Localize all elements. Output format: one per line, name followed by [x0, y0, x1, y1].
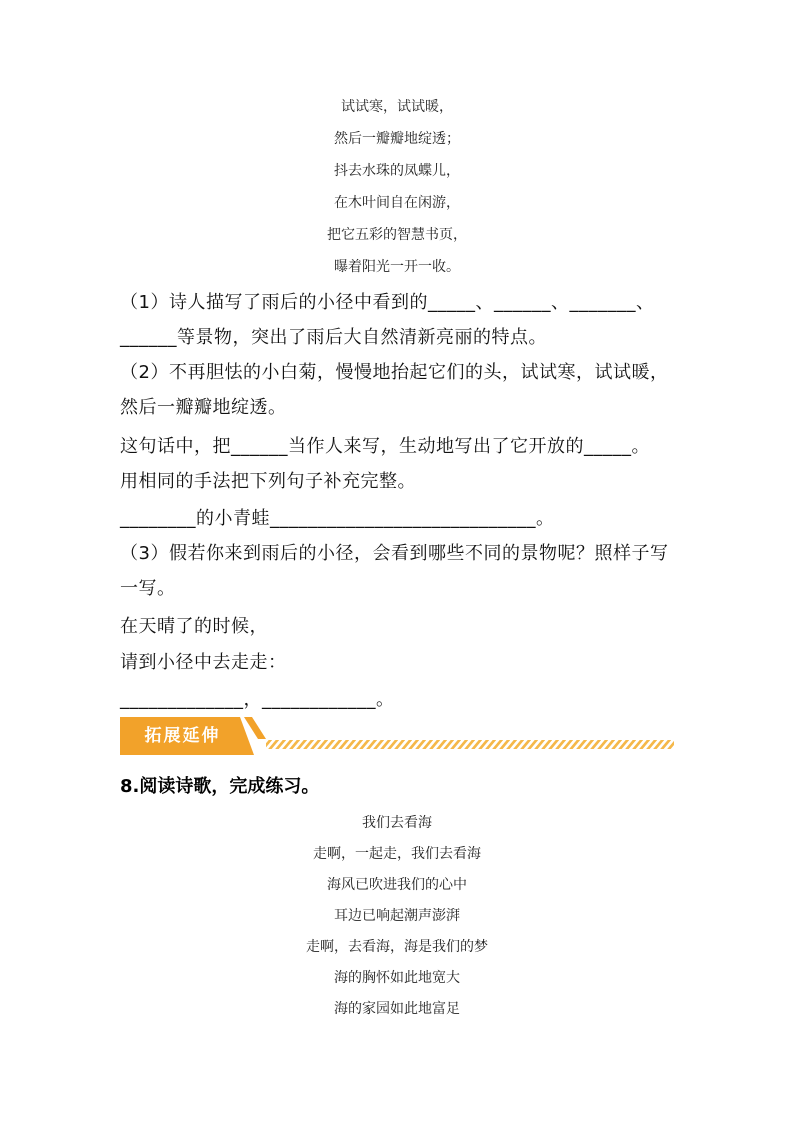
poem-line: 海的胸怀如此地宽大 — [334, 970, 460, 986]
question-1-line-1: （1）诗人描写了雨后的小径中看到的_____、______、_______、 — [120, 292, 655, 313]
poem-title: 我们去看海 — [362, 815, 432, 831]
poem-line: 试试寒，试试暖， — [341, 99, 453, 115]
question-8-title: 8.阅读诗歌，完成练习。 — [120, 776, 320, 797]
poem-line: 曝着阳光一开一收。 — [334, 259, 460, 275]
poem-line: 然后一瓣瓣地绽透； — [334, 131, 460, 147]
question-2-line-2: 然后一瓣瓣地绽透。 — [120, 397, 287, 418]
poem-line: 海的家园如此地富足 — [334, 1001, 460, 1017]
poem-line: 耳边已响起潮声澎湃 — [334, 908, 460, 924]
question-3-line-1: （3）假若你来到雨后的小径，会看到哪些不同的景物呢？照样子写 — [120, 543, 669, 564]
question-1-line-2: ______等景物，突出了雨后大自然清新亮丽的特点。 — [120, 327, 547, 348]
question-2-line-1: （2）不再胆怯的小白菊，慢慢地抬起它们的头，试试寒，试试暖， — [120, 362, 669, 383]
poem-line: 把它五彩的智慧书页， — [327, 227, 467, 243]
question-3-line-3: 在天晴了的时候， — [120, 616, 268, 637]
poem-line: 走啊，去看海，海是我们的梦 — [306, 939, 488, 955]
question-2-line-4: 用相同的手法把下列句子补充完整。 — [120, 471, 416, 492]
question-2-line-3: 这句话中，把______当作人来写，生动地写出了它开放的_____。 — [120, 436, 650, 457]
poem-line: 走啊，一起走，我们去看海 — [313, 846, 481, 862]
question-3-line-2: 一写。 — [120, 578, 176, 599]
question-3-line-5: _____________，____________。 — [120, 689, 395, 710]
poem-line: 海风已吹进我们的心中 — [327, 877, 467, 893]
poem-line: 抖去水珠的凤蝶儿， — [334, 163, 460, 179]
question-2-line-5: ________的小青蛙____________________________。 — [120, 508, 555, 529]
question-3-line-4: 请到小径中去走走： — [120, 652, 287, 673]
section-banner — [120, 717, 680, 755]
banner-title: 拓展延伸 — [144, 726, 221, 746]
poem-line: 在木叶间自在闲游， — [334, 195, 460, 211]
